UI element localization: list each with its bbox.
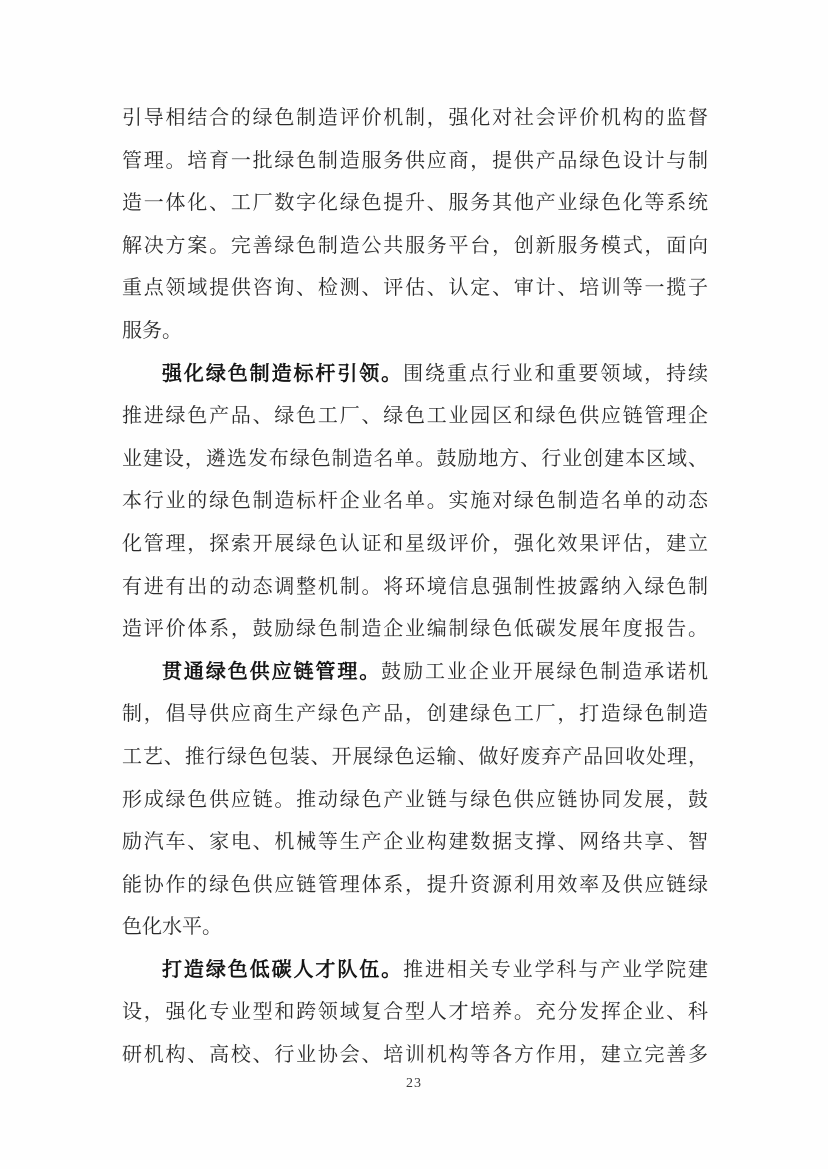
text-line (122, 438, 708, 481)
text-line (122, 821, 708, 864)
text-line (122, 523, 708, 566)
line-text: 造一体化、工厂数字化绿色提升、服务其他产业绿色化等系统 (122, 192, 708, 215)
line-text: 围绕重点行业和重要领域，持续 (403, 362, 708, 385)
text-line (122, 651, 708, 694)
text-line (122, 140, 708, 183)
line-text: 形成绿色供应链。推动绿色产业链与绿色供应链协同发展，鼓 (122, 788, 708, 811)
text-line (122, 353, 708, 396)
line-text: 研机构、高校、行业协会、培训机构等各方作用，建立完善多 (122, 1044, 708, 1067)
text-line (122, 906, 708, 949)
text-line (122, 864, 708, 907)
text-line (122, 949, 708, 992)
text-line (122, 182, 708, 225)
page-number: 23 (406, 1076, 422, 1091)
line-text: 制，倡导供应商生产绿色产品，创建绿色工厂，打造绿色制造 (122, 703, 708, 726)
text-line (122, 608, 708, 651)
text-line (122, 991, 708, 1034)
text-line (122, 267, 708, 310)
text-line (122, 395, 708, 438)
text-line (122, 736, 708, 779)
line-text: 解决方案。完善绿色制造公共服务平台，创新服务模式，面向 (122, 234, 708, 257)
text-line (122, 1034, 708, 1077)
text-line (122, 566, 708, 609)
line-text: 业建设，遴选发布绿色制造名单。鼓励地方、行业创建本区域、 (122, 447, 708, 470)
text-block (122, 97, 708, 1077)
line-text: 管理。培育一批绿色制造服务供应商，提供产品绿色设计与制 (122, 149, 708, 172)
text-line (122, 480, 708, 523)
line-text: 励汽车、家电、机械等生产企业构建数据支撑、网络共享、智 (122, 831, 708, 854)
paragraph-lead: 贯通绿色供应链管理。 (162, 660, 382, 683)
line-text: 化管理，探索开展绿色认证和星级评价，强化效果评估，建立 (122, 532, 708, 555)
line-text: 推进相关专业学科与产业学院建 (403, 958, 708, 981)
text-line (122, 693, 708, 736)
line-text: 推进绿色产品、绿色工厂、绿色工业园区和绿色供应链管理企 (122, 405, 708, 428)
paragraph-lead: 打造绿色低碳人才队伍。 (162, 958, 404, 981)
line-text: 工艺、推行绿色包装、开展绿色运输、做好废弃产品回收处理， (122, 745, 708, 768)
line-text: 本行业的绿色制造标杆企业名单。实施对绿色制造名单的动态 (122, 490, 708, 513)
text-line (122, 310, 708, 353)
line-text: 造评价体系，鼓励绿色制造企业编制绿色低碳发展年度报告。 (122, 618, 708, 641)
paragraph-lead: 强化绿色制造标杆引领。 (162, 362, 404, 385)
line-text: 鼓励工业企业开展绿色制造承诺机 (381, 660, 708, 683)
line-text: 设，强化专业型和跨领域复合型人才培养。充分发挥企业、科 (122, 1001, 708, 1024)
line-text: 有进有出的动态调整机制。将环境信息强制性披露纳入绿色制 (122, 575, 708, 598)
text-line (122, 225, 708, 268)
line-text: 重点领域提供咨询、检测、评估、认定、审计、培训等一揽子 (122, 277, 708, 300)
text-line (122, 779, 708, 822)
text-line (122, 97, 708, 140)
line-text: 能协作的绿色供应链管理体系，提升资源利用效率及供应链绿 (122, 873, 708, 896)
line-text: 色化水平。 (122, 916, 222, 939)
line-text: 服务。 (122, 319, 182, 342)
line-text: 引导相结合的绿色制造评价机制，强化对社会评价机构的监督 (122, 107, 708, 129)
